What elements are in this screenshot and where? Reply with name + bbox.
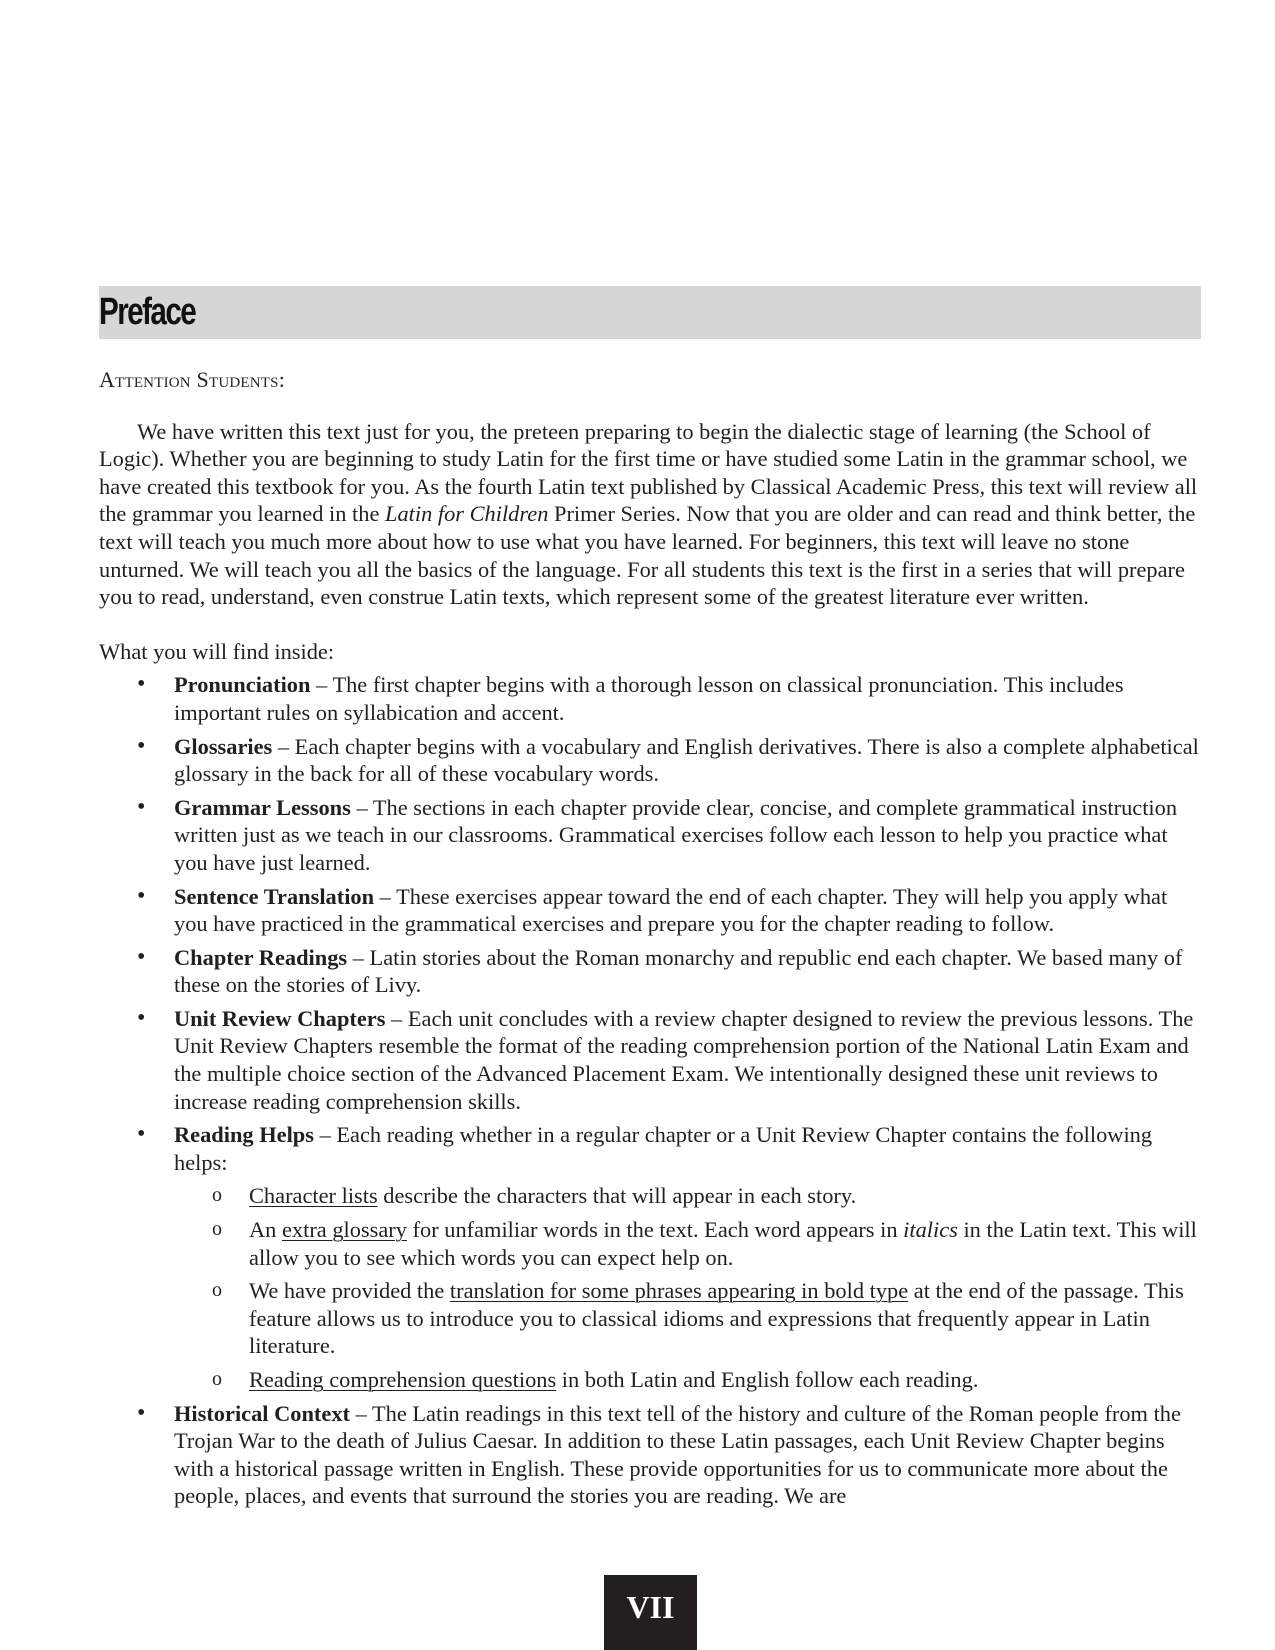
list-item-reading-helps bbox=[174, 1121, 1201, 1393]
sub-text: An bbox=[249, 1217, 282, 1243]
item-term: Sentence Translation bbox=[174, 883, 375, 909]
item-text: – The sections in each chapter provide clear, concise, and complete grammatical instruction written just as we teach in our classrooms. Grammatical exercises follow each lesson to help you practice what you have just learned. bbox=[174, 794, 1178, 875]
reading-helps-sublist bbox=[174, 1182, 1201, 1393]
sublist-item-translation bbox=[249, 1277, 1201, 1360]
item-term: Unit Review Chapters bbox=[174, 1005, 386, 1031]
sub-text: We have provided the bbox=[249, 1278, 450, 1304]
book-title-ref: Latin for Children bbox=[385, 501, 549, 527]
item-text: – The first chapter begins with a thorough lesson on classical pronunciation. This includes important rules on syllabication and accent. bbox=[174, 672, 1124, 725]
item-text: – These exercises appear toward the end of each chapter. They will help you apply what you have practiced in the grammatical exercises and prepare you for the chapter reading to follow. bbox=[174, 883, 1168, 937]
underlined-phrase: Character lists bbox=[249, 1183, 378, 1209]
sublist-item-comprehension bbox=[249, 1366, 1201, 1394]
underlined-phrase: Reading comprehension questions bbox=[249, 1367, 557, 1392]
list-item-grammar-lessons bbox=[174, 794, 1201, 877]
feature-list bbox=[99, 671, 1201, 1510]
sublist-item-extra-glossary bbox=[249, 1216, 1201, 1271]
item-term: Pronunciation bbox=[174, 672, 311, 698]
list-item-glossaries bbox=[174, 733, 1201, 788]
item-text: – The Latin readings in this text tell of the history and culture of the Roman people from the Trojan War to the death of Julius Caesar. In addition to these Latin passages, each Unit Review Chapter begins with a historical passage written in English. These provide opportunities for us to communicate more about the people, places, and events that surround the stories you are reading. We are bbox=[174, 1400, 1181, 1509]
salutation: Attention Students: bbox=[99, 367, 286, 392]
list-item-historical-context bbox=[174, 1400, 1201, 1510]
item-text: – Latin stories about the Roman monarchy and republic end each chapter. We based many of these on the stories of Livy. bbox=[174, 944, 1183, 998]
intro-text-1: We have written this text just for you, the preteen preparing to begin the dialectic stage of learning (the School of Logic). Whether you are beginning to study Latin for the first time or have studied some Latin in the grammar school, we have created this textbook for you. As the fourth Latin text published by Classical Academic Press, this text will review all the grammar you learned in the bbox=[99, 418, 1198, 527]
intro-paragraph bbox=[99, 418, 1201, 611]
sub-text: describe the characters that will appear in each story. bbox=[377, 1183, 857, 1209]
underlined-phrase: extra glossary bbox=[281, 1217, 407, 1243]
sub-text: for unfamiliar words in the text. Each word appears in bbox=[406, 1217, 904, 1243]
item-text: – Each chapter begins with a vocabulary and English derivatives. There is also a complete alphabetical glossary in the back for all of these vocabulary words. bbox=[174, 733, 1199, 787]
item-term: Reading Helps bbox=[174, 1122, 314, 1148]
page-number: VII bbox=[604, 1575, 697, 1650]
list-item-chapter-readings bbox=[174, 944, 1201, 999]
item-term: Glossaries bbox=[174, 733, 273, 759]
item-text: – Each reading whether in a regular chapter or a Unit Review Chapter contains the following helps: bbox=[174, 1122, 1153, 1175]
list-item-pronunciation bbox=[174, 671, 1201, 726]
sublist-item-character-lists bbox=[249, 1182, 1201, 1210]
list-item-sentence-translation bbox=[174, 883, 1201, 938]
sub-text: at the end of the passage. This feature allows us to introduce you to classical idioms and expressions that frequently appear in Latin literature. bbox=[249, 1278, 1184, 1359]
sub-text: in both Latin and English follow each reading. bbox=[556, 1367, 979, 1392]
item-term: Historical Context bbox=[174, 1400, 350, 1426]
italic-word: italics bbox=[903, 1217, 958, 1243]
title-bar bbox=[99, 286, 1201, 339]
sub-text: in the Latin text. This will allow you to see which words you can expect help on. bbox=[249, 1217, 1197, 1270]
intro-text-2: Primer Series. Now that you are older and can read and think better, the text will teach you much more about how to use what you have learned. For beginners, this text will leave no stone unturned. We will teach you all the basics of the language. For all students this text is the first in a series that will prepare you to read, understand, even construe Latin texts, which represent some of the greatest literature ever written. bbox=[99, 501, 1196, 610]
page-title: Preface bbox=[99, 291, 196, 333]
item-text: – Each unit concludes with a review chapter designed to review the previous lessons. The Unit Review Chapters resemble the format of the reading comprehension portion of the National Latin Exam and the multiple choice section of the Advanced Placement Exam. We intentionally designed these unit reviews to increase reading comprehension skills. bbox=[174, 1005, 1194, 1114]
item-term: Chapter Readings bbox=[174, 944, 348, 970]
underlined-phrase: translation for some phrases appearing in bold type bbox=[449, 1278, 909, 1304]
list-item-unit-review-chapters bbox=[174, 1005, 1201, 1115]
item-term: Grammar Lessons bbox=[174, 794, 351, 820]
list-lead: What you will find inside: bbox=[99, 638, 335, 664]
preface-body bbox=[99, 366, 1201, 1516]
